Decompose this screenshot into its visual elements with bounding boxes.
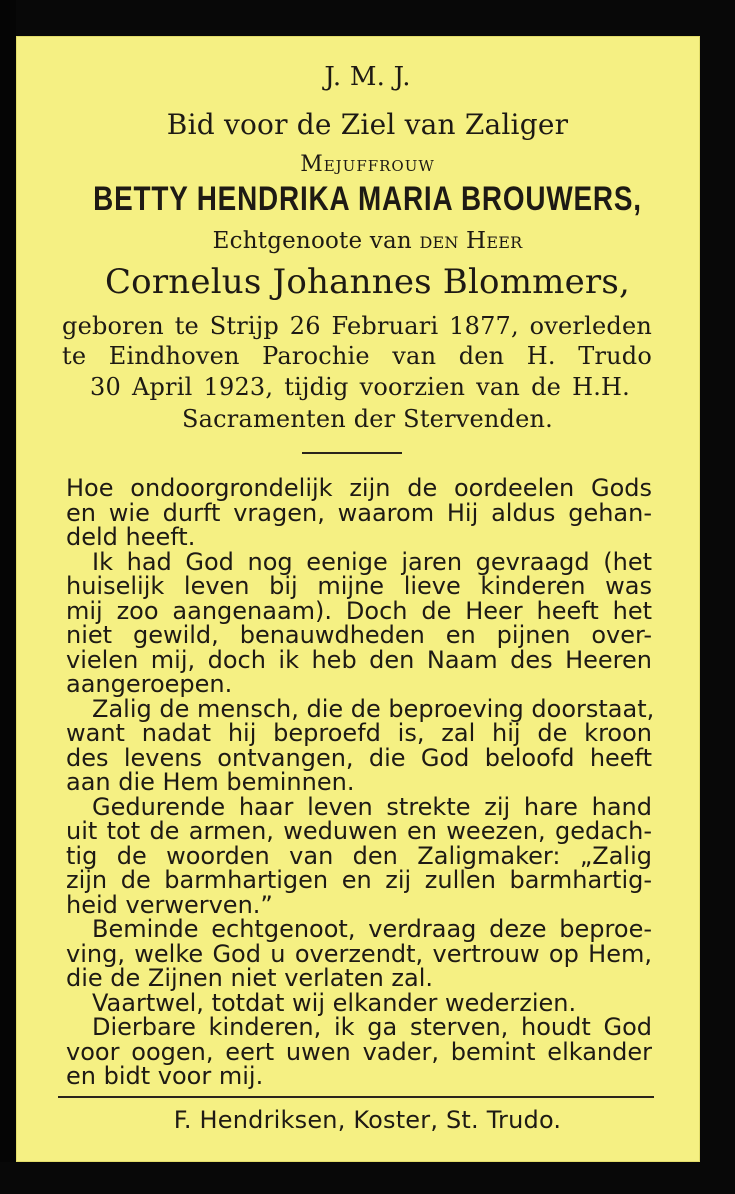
body-line: want nadat hij beproefd is, zal hij de kroon: [66, 719, 652, 747]
scan-border-right: [700, 0, 735, 1194]
body-line: en bidt voor mij.: [66, 1062, 264, 1090]
body-line: des levens ontvangen, die God beloofd heeft: [66, 744, 652, 772]
printer-credit: F. Hendriksen, Koster, St. Trudo.: [173, 1106, 562, 1134]
bio-line-2: te Eindhoven Parochie van den H. Trudo: [62, 342, 652, 370]
body-line: tig de woorden van den Zaligmaker: „Zalig: [66, 842, 652, 870]
body-line: Vaartwel, totdat wij elkander wederzien.: [92, 989, 577, 1017]
body-line: aan die Hem beminnen.: [66, 768, 355, 796]
bio-line-3: 30 April 1923, tijdig voorzien van de H.H.: [90, 373, 630, 401]
spouse-title: den Heer: [419, 228, 523, 254]
scan-border-left: [0, 0, 16, 1194]
jmj-heading: J. M. J.: [324, 62, 411, 92]
body-line: uit tot de armen, weduwen en weezen, gedach-: [66, 817, 652, 845]
body-line: vielen mij, doch ik heb den Naam des Heeren: [66, 646, 652, 674]
body-line: die de Zijnen niet verlaten zal.: [66, 964, 434, 992]
body-line: huiselijk leven bij mijne lieve kinderen was: [66, 572, 652, 600]
body-line: deld heeft.: [66, 523, 196, 551]
bio-line-1: geboren te Strijp 26 Februari 1877, overleden: [62, 312, 652, 340]
body-line: Dierbare kinderen, ik ga sterven, houdt God: [92, 1013, 652, 1041]
honorific: Mejuffrouw: [300, 152, 435, 177]
body-line: heid verwerven.”: [66, 891, 273, 919]
divider-rule: [302, 452, 402, 454]
body-line: niet gewild, benauwdheden en pijnen over-: [66, 621, 652, 649]
body-line: mij zoo aangenaam). Doch de Heer heeft het: [66, 597, 652, 625]
scan-border-top: [0, 0, 735, 36]
body-line: Beminde echtgenoot, verdraag deze beproe-: [92, 915, 652, 943]
prayer-heading: Bid voor de Ziel van Zaliger: [166, 108, 569, 141]
body-line: Hoe ondoorgrondelijk zijn de oordeelen Gods: [66, 474, 652, 502]
body-line: voor oogen, eert uwen vader, bemint elkander: [66, 1038, 652, 1066]
deceased-name: BETTY HENDRIKA MARIA BROUWERS,: [93, 180, 642, 218]
body-line: Ik had God nog eenige jaren gevraagd (het: [92, 548, 652, 576]
bio-line-4: Sacramenten der Stervenden.: [181, 405, 554, 433]
footer-rule: [58, 1096, 654, 1098]
body-line: zijn de barmhartigen en zij zullen barmhartig-: [66, 866, 652, 894]
body-line: aangeroepen.: [66, 670, 233, 698]
body-line: ving, welke God u overzendt, vertrouw op Hem,: [66, 940, 652, 968]
body-line: Gedurende haar leven strekte zij hare hand: [92, 793, 652, 821]
spouse-intro-text: Echtgenoote van: [212, 228, 420, 254]
body-line: en wie durft vragen, waarom Hij aldus gehan-: [66, 499, 652, 527]
scan-border-bottom: [0, 1162, 735, 1194]
spouse-intro-line: [0, 228, 735, 254]
spouse-name: Cornelus Johannes Blommers,: [104, 262, 631, 302]
body-line: Zalig de mensch, die de beproeving doorstaat,: [92, 695, 655, 723]
